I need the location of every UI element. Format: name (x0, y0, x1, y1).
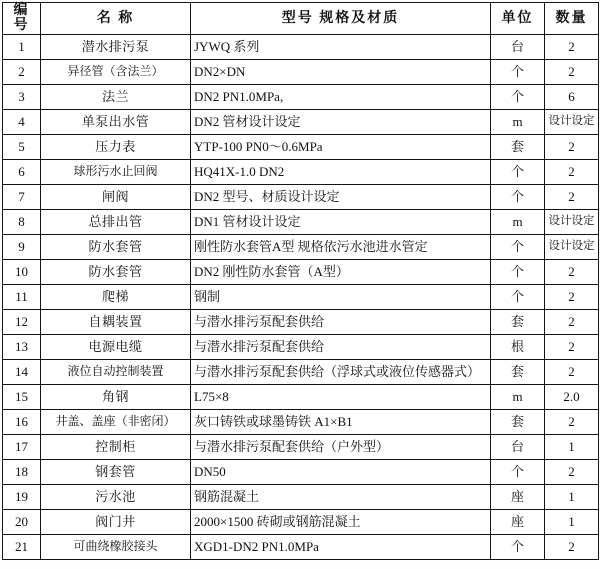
cell-name: 防水套管 (41, 234, 191, 259)
table-row (3, 284, 599, 309)
cell-name: 爬梯 (41, 284, 191, 309)
cell-name: 压力表 (41, 134, 191, 159)
cell-qty: 2 (545, 159, 599, 184)
table-row (3, 259, 599, 284)
cell-no: 17 (3, 434, 41, 459)
column-header-no: 编号 (3, 3, 41, 35)
cell-unit: 个 (491, 84, 545, 109)
cell-no: 7 (3, 184, 41, 209)
cell-qty: 设计设定 (545, 109, 599, 134)
cell-spec: 刚性防水套管A型 规格依污水池进水管定 (191, 234, 491, 259)
material-list-table (2, 2, 599, 560)
table-row (3, 209, 599, 234)
cell-unit: 个 (491, 59, 545, 84)
cell-unit: 台 (491, 434, 545, 459)
cell-name: 法兰 (41, 84, 191, 109)
cell-qty: 2 (545, 334, 599, 359)
cell-name: 单泵出水管 (41, 109, 191, 134)
cell-spec: YTP-100 PN0～0.6MPa (191, 134, 491, 159)
table-row (3, 109, 599, 134)
cell-name: 控制柜 (41, 434, 191, 459)
cell-qty: 2 (545, 309, 599, 334)
cell-no: 9 (3, 234, 41, 259)
cell-qty: 2 (545, 184, 599, 209)
cell-spec: 灰口铸铁或球墨铸铁 A1×B1 (191, 409, 491, 434)
cell-name: 潜水排污泵 (41, 34, 191, 59)
cell-spec: DN1 管材设计设定 (191, 209, 491, 234)
cell-name: 液位自动控制装置 (41, 359, 191, 384)
cell-spec: 与潜水排污泵配套供给 (191, 334, 491, 359)
column-header-name: 名 称 (41, 3, 191, 35)
table-row (3, 59, 599, 84)
cell-spec: DN2 刚性防水套管（A型） (191, 259, 491, 284)
table-row (3, 334, 599, 359)
table-row (3, 384, 599, 409)
cell-qty: 2 (545, 34, 599, 59)
cell-spec: XGD1-DN2 PN1.0MPa (191, 534, 491, 559)
column-header-unit: 单位 (491, 3, 545, 35)
cell-no: 2 (3, 59, 41, 84)
cell-no: 15 (3, 384, 41, 409)
cell-name: 球形污水止回阀 (41, 159, 191, 184)
table-row (3, 434, 599, 459)
cell-name: 电源电缆 (41, 334, 191, 359)
cell-no: 21 (3, 534, 41, 559)
cell-no: 5 (3, 134, 41, 159)
cell-name: 阀门井 (41, 509, 191, 534)
cell-spec: 与潜水排污泵配套供给 (191, 309, 491, 334)
cell-unit: 座 (491, 484, 545, 509)
cell-name: 井盖、盖座（非密闭） (41, 409, 191, 434)
cell-spec: JYWQ 系列 (191, 34, 491, 59)
cell-unit: 套 (491, 134, 545, 159)
cell-no: 18 (3, 459, 41, 484)
cell-unit: 根 (491, 334, 545, 359)
cell-spec: DN2 型号、材质设计设定 (191, 184, 491, 209)
cell-qty: 2 (545, 359, 599, 384)
cell-unit: 个 (491, 234, 545, 259)
cell-qty: 设计设定 (545, 209, 599, 234)
cell-unit: 套 (491, 359, 545, 384)
table-header (3, 3, 599, 35)
cell-unit: 个 (491, 259, 545, 284)
cell-name: 闸阀 (41, 184, 191, 209)
cell-name: 钢套管 (41, 459, 191, 484)
table-row (3, 359, 599, 384)
cell-spec: 钢筋混凝土 (191, 484, 491, 509)
cell-unit: 个 (491, 159, 545, 184)
table-row (3, 34, 599, 59)
cell-no: 20 (3, 509, 41, 534)
cell-name: 异径管（含法兰） (41, 59, 191, 84)
cell-qty: 设计设定 (545, 234, 599, 259)
cell-unit: m (491, 384, 545, 409)
cell-name: 防水套管 (41, 259, 191, 284)
cell-unit: m (491, 109, 545, 134)
cell-spec: L75×8 (191, 384, 491, 409)
cell-spec: DN50 (191, 459, 491, 484)
cell-qty: 2 (545, 284, 599, 309)
cell-no: 8 (3, 209, 41, 234)
cell-unit: m (491, 209, 545, 234)
cell-no: 1 (3, 34, 41, 59)
table-body (3, 34, 599, 559)
cell-qty: 2 (545, 259, 599, 284)
cell-qty: 2 (545, 409, 599, 434)
table-row (3, 484, 599, 509)
cell-qty: 1 (545, 434, 599, 459)
table-row (3, 159, 599, 184)
table-row (3, 534, 599, 559)
cell-qty: 1 (545, 509, 599, 534)
cell-unit: 套 (491, 309, 545, 334)
cell-no: 19 (3, 484, 41, 509)
cell-no: 16 (3, 409, 41, 434)
cell-qty: 6 (545, 84, 599, 109)
cell-no: 12 (3, 309, 41, 334)
table-row (3, 84, 599, 109)
column-header-qty: 数量 (545, 3, 599, 35)
table-row (3, 409, 599, 434)
cell-unit: 座 (491, 509, 545, 534)
table-row (3, 309, 599, 334)
table-row (3, 134, 599, 159)
cell-spec: 2000×1500 砖砌或钢筋混凝土 (191, 509, 491, 534)
cell-unit: 个 (491, 284, 545, 309)
cell-qty: 2 (545, 459, 599, 484)
cell-name: 角钢 (41, 384, 191, 409)
cell-spec: DN2 PN1.0MPa, (191, 84, 491, 109)
table-header-row (3, 3, 599, 35)
cell-no: 3 (3, 84, 41, 109)
cell-name: 总排出管 (41, 209, 191, 234)
cell-qty: 2 (545, 134, 599, 159)
cell-no: 14 (3, 359, 41, 384)
cell-spec: 钢制 (191, 284, 491, 309)
cell-qty: 1 (545, 484, 599, 509)
cell-no: 11 (3, 284, 41, 309)
cell-spec: 与潜水排污泵配套供给（浮球式或液位传感器式） (191, 359, 491, 384)
table-row (3, 459, 599, 484)
cell-no: 6 (3, 159, 41, 184)
table-row (3, 184, 599, 209)
cell-no: 10 (3, 259, 41, 284)
cell-no: 13 (3, 334, 41, 359)
cell-no: 4 (3, 109, 41, 134)
column-header-spec: 型号 规格及材质 (191, 3, 491, 35)
cell-unit: 个 (491, 459, 545, 484)
cell-qty: 2 (545, 59, 599, 84)
cell-spec: 与潜水排污泵配套供给（户外型） (191, 434, 491, 459)
cell-spec: HQ41X-1.0 DN2 (191, 159, 491, 184)
cell-name: 可曲绕橡胶接头 (41, 534, 191, 559)
table-row (3, 234, 599, 259)
cell-name: 自耦装置 (41, 309, 191, 334)
cell-unit: 台 (491, 34, 545, 59)
cell-qty: 2 (545, 534, 599, 559)
cell-unit: 个 (491, 534, 545, 559)
cell-name: 污水池 (41, 484, 191, 509)
cell-unit: 套 (491, 409, 545, 434)
cell-unit: 个 (491, 184, 545, 209)
cell-qty: 2.0 (545, 384, 599, 409)
table-row (3, 509, 599, 534)
cell-spec: DN2 管材设计设定 (191, 109, 491, 134)
cell-spec: DN2×DN (191, 59, 491, 84)
